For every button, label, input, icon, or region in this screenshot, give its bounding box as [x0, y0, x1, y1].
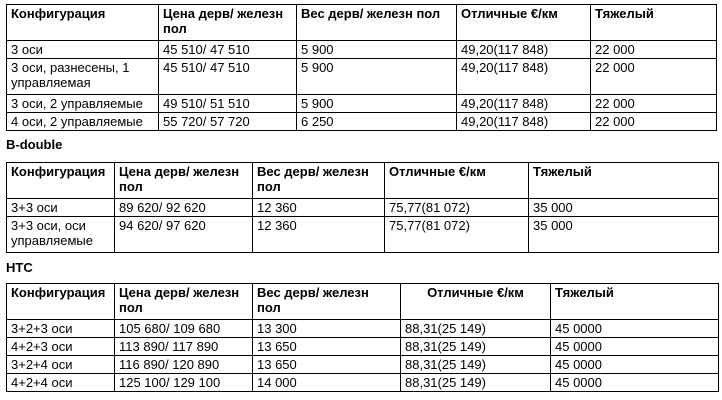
table-cell: 113 890/ 117 890	[115, 338, 253, 356]
header-cell: Тяжелый	[529, 163, 719, 199]
table-cell: 75,77(81 072)	[385, 217, 529, 253]
header-cell: Цена дерв/ железн пол	[115, 284, 253, 320]
header-cell: Отличные €/км	[385, 163, 529, 199]
header-cell: Вес дерв/ железн пол	[253, 163, 385, 199]
table-cell: 4+2+3 оси	[7, 338, 115, 356]
table-cell: 3+2+3 оси	[7, 320, 115, 338]
config-table-2	[6, 162, 719, 253]
table-cell: 6 250	[297, 113, 457, 131]
header-cell: Тяжелый	[551, 284, 719, 320]
table-row	[7, 338, 719, 356]
table-cell: 45 0000	[551, 356, 719, 374]
table-cell: 49,20(117 848)	[457, 95, 591, 113]
table-cell: 13 300	[253, 320, 401, 338]
table-row	[7, 356, 719, 374]
table-cell: 55 720/ 57 720	[159, 113, 297, 131]
table-cell: 49 510/ 51 510	[159, 95, 297, 113]
header-cell: Вес дерв/ железн пол	[253, 284, 401, 320]
header-cell: Отличные €/км	[401, 284, 551, 320]
header-cell: Цена дерв/ железн пол	[115, 163, 253, 199]
table-cell: 3+3 оси	[7, 199, 115, 217]
config-table-1	[6, 4, 717, 131]
table-cell: 45 510/ 47 510	[159, 59, 297, 95]
table-cell: 45 510/ 47 510	[159, 41, 297, 59]
table-cell: 45 0000	[551, 338, 719, 356]
table-cell: 4 оси, 2 управляемые	[7, 113, 159, 131]
table-cell: 125 100/ 129 100	[115, 374, 253, 392]
table-cell: 3 оси, 2 управляемые	[7, 95, 159, 113]
section-title-htc: HTC	[6, 260, 33, 275]
table-cell: 14 000	[253, 374, 401, 392]
table-cell: 22 000	[591, 41, 717, 59]
table-cell: 49,20(117 848)	[457, 41, 591, 59]
table-cell: 35 000	[529, 199, 719, 217]
table-cell: 22 000	[591, 113, 717, 131]
table-cell: 105 680/ 109 680	[115, 320, 253, 338]
table-cell: 3 оси, разнесены, 1 управляемая	[7, 59, 159, 95]
table-cell: 75,77(81 072)	[385, 199, 529, 217]
table-cell: 12 360	[253, 199, 385, 217]
table-cell: 35 000	[529, 217, 719, 253]
header-cell: Вес дерв/ железн пол	[297, 5, 457, 41]
table-cell: 22 000	[591, 95, 717, 113]
header-cell: Конфигурация	[7, 163, 115, 199]
table-cell: 45 0000	[551, 374, 719, 392]
table-row	[7, 95, 717, 113]
header-cell: Отличные €/км	[457, 5, 591, 41]
table-cell: 13 650	[253, 338, 401, 356]
table-cell: 94 620/ 97 620	[115, 217, 253, 253]
header-cell: Тяжелый	[591, 5, 717, 41]
table-cell: 88,31(25 149)	[401, 356, 551, 374]
section-title-b-double: B-double	[6, 137, 63, 152]
header-cell: Конфигурация	[7, 5, 159, 41]
table-cell: 5 900	[297, 59, 457, 95]
table-cell: 3+3 оси, оси управляемые	[7, 217, 115, 253]
table-cell: 5 900	[297, 95, 457, 113]
table-row	[7, 320, 719, 338]
header-cell: Конфигурация	[7, 284, 115, 320]
table-cell: 22 000	[591, 59, 717, 95]
table-cell: 49,20(117 848)	[457, 59, 591, 95]
table-header-row	[7, 284, 719, 320]
table-cell: 5 900	[297, 41, 457, 59]
config-table-3	[6, 283, 719, 392]
table-cell: 3 оси	[7, 41, 159, 59]
table-cell: 4+2+4 оси	[7, 374, 115, 392]
table-cell: 49,20(117 848)	[457, 113, 591, 131]
table-row	[7, 113, 717, 131]
table-cell: 12 360	[253, 217, 385, 253]
table-cell: 45 0000	[551, 320, 719, 338]
table-row	[7, 41, 717, 59]
table-row	[7, 59, 717, 95]
header-cell: Цена дерв/ железн пол	[159, 5, 297, 41]
table-cell: 88,31(25 149)	[401, 338, 551, 356]
table-cell: 116 890/ 120 890	[115, 356, 253, 374]
table-cell: 89 620/ 92 620	[115, 199, 253, 217]
table-cell: 13 650	[253, 356, 401, 374]
table-header-row	[7, 163, 719, 199]
table-cell: 88,31(25 149)	[401, 374, 551, 392]
table-row	[7, 199, 719, 217]
table-row	[7, 217, 719, 253]
table-cell: 88,31(25 149)	[401, 320, 551, 338]
table-header-row	[7, 5, 717, 41]
table-row	[7, 374, 719, 392]
table-cell: 3+2+4 оси	[7, 356, 115, 374]
